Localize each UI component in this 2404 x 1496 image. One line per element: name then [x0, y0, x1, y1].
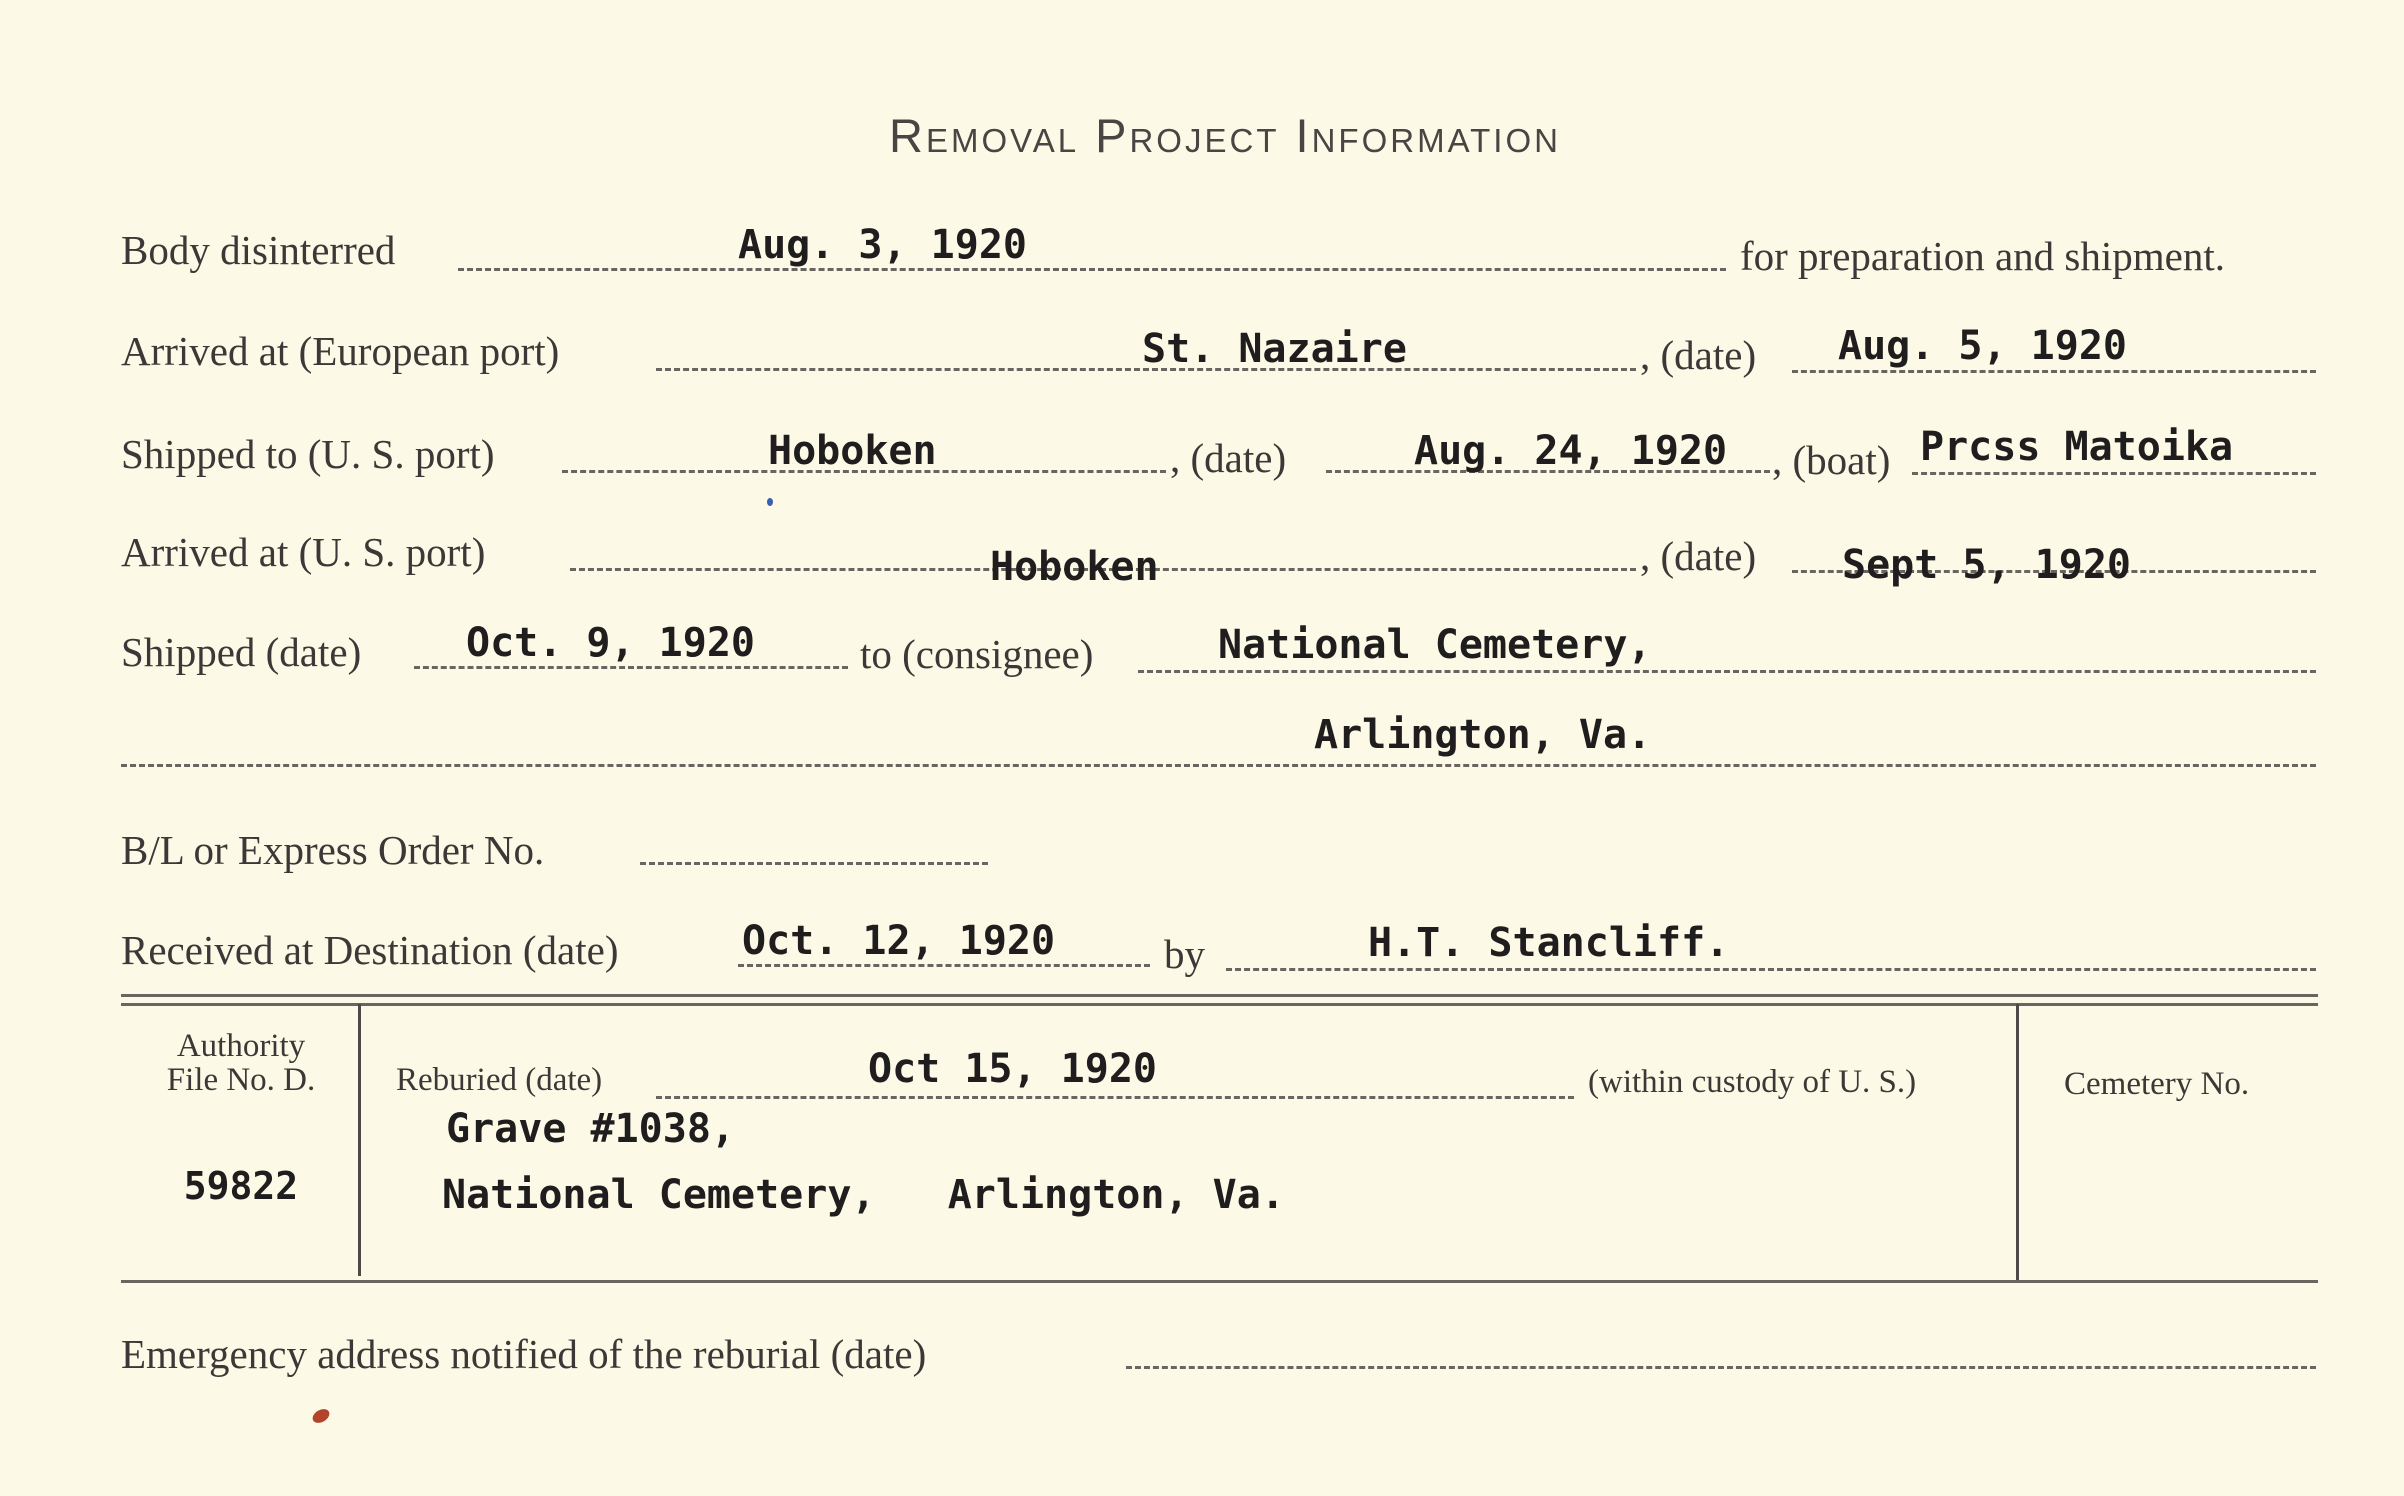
consignee-line2: Arlington, Va.	[1314, 712, 1652, 758]
arrived-european-date: Aug. 5, 1920	[1838, 323, 2127, 369]
consignee-label: to (consignee)	[860, 631, 1094, 677]
arrived-us-date-label: , (date)	[1640, 533, 1757, 579]
authority-label-1: Authority	[176, 1028, 306, 1064]
reburied-date: Oct 15, 1920	[868, 1046, 1157, 1092]
received-by-line	[1226, 968, 2316, 971]
bl-order-line	[640, 862, 988, 865]
arrived-european-date-label: , (date)	[1640, 332, 1757, 378]
ink-dot	[767, 498, 773, 506]
box-top-rule-1	[121, 994, 2318, 997]
box-divider-right	[2016, 1004, 2019, 1280]
emergency-label: Emergency address notified of the reburial (date)	[121, 1331, 927, 1377]
consignee-line1: National Cemetery,	[1218, 622, 1652, 668]
authority-label-2: File No. D.	[166, 1062, 316, 1098]
received-date: Oct. 12, 1920	[742, 918, 1056, 964]
body-disinterred-label: Body disinterred	[121, 227, 396, 273]
custody-note: (within custody of U. S.)	[1588, 1064, 1917, 1100]
arrived-us-date: Sept 5, 1920	[1842, 542, 2131, 588]
shipped-us-date: Aug. 24, 1920	[1414, 428, 1728, 474]
received-label: Received at Destination (date)	[121, 927, 619, 973]
shipped-us-date-label: , (date)	[1170, 435, 1287, 481]
box-bottom-rule	[121, 1280, 2318, 1283]
box-top-rule-2	[121, 1003, 2318, 1006]
shipped-date-line	[414, 666, 848, 669]
shipped-us-label: Shipped to (U. S. port)	[121, 431, 495, 477]
shipped-date-label: Shipped (date)	[121, 629, 362, 675]
shipped-us-boat-label: , (boat)	[1772, 437, 1891, 483]
emergency-line	[1126, 1366, 2316, 1369]
shipped-date-value: Oct. 9, 1920	[466, 620, 755, 666]
body-disinterred-suffix: for preparation and shipment.	[1740, 233, 2226, 279]
arrived-us-label: Arrived at (U. S. port)	[121, 529, 486, 575]
box-divider-left	[358, 1004, 361, 1276]
arrived-european-value: St. Nazaire	[1142, 326, 1407, 372]
body-disinterred-line	[458, 268, 1726, 271]
received-by: H.T. Stancliff.	[1368, 920, 1730, 966]
authority-file-no: 59822	[183, 1164, 299, 1208]
received-date-line	[738, 964, 1150, 967]
card-title: Removal Project Information	[889, 109, 1561, 162]
consignee-continuation-line	[121, 764, 2316, 767]
received-by-label: by	[1164, 931, 1205, 977]
consignee-line	[1138, 670, 2316, 673]
bl-order-label: B/L or Express Order No.	[121, 827, 545, 873]
grave-line: Grave #1038,	[446, 1106, 735, 1152]
shipped-us-boat-line	[1912, 472, 2316, 475]
arrived-us-value: Hoboken	[990, 544, 1159, 590]
arrived-european-label: Arrived at (European port)	[121, 328, 560, 374]
shipped-us-boat: Prcss Matoika	[1920, 424, 2234, 470]
reburied-label: Reburied (date)	[396, 1062, 603, 1098]
ink-stain	[310, 1406, 332, 1425]
location-line: National Cemetery, Arlington, Va.	[442, 1172, 1285, 1218]
shipped-us-value: Hoboken	[768, 428, 937, 474]
arrived-european-date-line	[1792, 370, 2316, 373]
cemetery-no-label: Cemetery No.	[2064, 1066, 2250, 1102]
body-disinterred-value: Aug. 3, 1920	[738, 222, 1027, 268]
reburied-line	[656, 1096, 1574, 1099]
